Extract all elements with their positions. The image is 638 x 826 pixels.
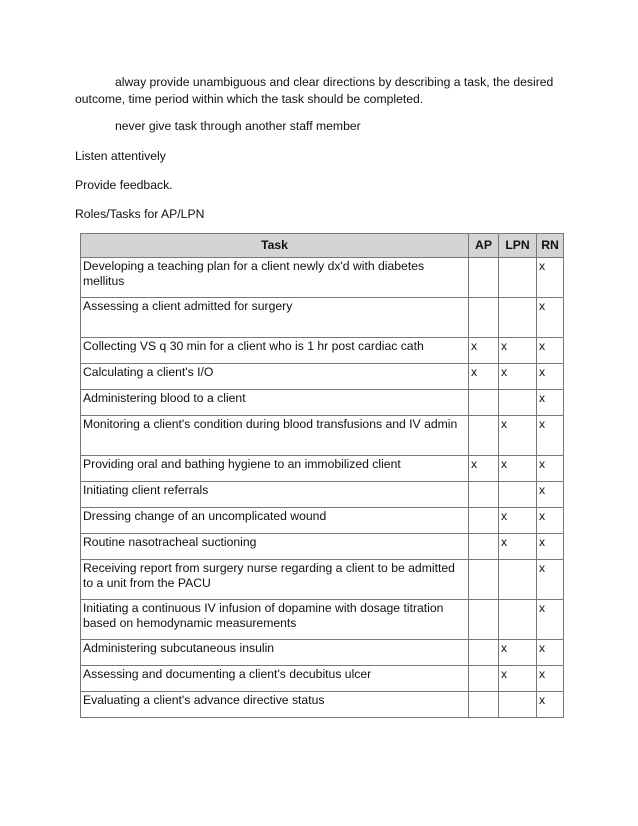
rn-cell: x xyxy=(537,640,564,666)
rn-cell: x xyxy=(537,482,564,508)
rn-cell: x xyxy=(537,534,564,560)
ap-cell xyxy=(469,534,499,560)
rn-cell: x xyxy=(537,600,564,640)
table-row xyxy=(81,298,564,338)
lpn-cell xyxy=(499,560,537,600)
rn-cell: x xyxy=(537,258,564,298)
table-header-row xyxy=(81,234,564,258)
listen-paragraph: Listen attentively xyxy=(75,149,166,163)
table-row xyxy=(81,456,564,482)
ap-cell xyxy=(469,482,499,508)
feedback-paragraph: Provide feedback. xyxy=(75,178,173,192)
ap-cell xyxy=(469,416,499,456)
lpn-cell: x xyxy=(499,364,537,390)
never-paragraph: never give task through another staff member xyxy=(115,119,361,133)
rn-cell: x xyxy=(537,508,564,534)
table-row xyxy=(81,640,564,666)
task-cell: Initiating client referrals xyxy=(81,482,469,508)
rn-cell: x xyxy=(537,364,564,390)
task-cell: Developing a teaching plan for a client newly dx'd with diabetes mellitus xyxy=(81,258,469,298)
task-cell: Assessing a client admitted for surgery xyxy=(81,298,469,338)
table-row xyxy=(81,560,564,600)
table-row xyxy=(81,600,564,640)
task-cell: Routine nasotracheal suctioning xyxy=(81,534,469,560)
rn-cell: x xyxy=(537,692,564,718)
header-task: Task xyxy=(81,234,469,258)
task-cell: Administering subcutaneous insulin xyxy=(81,640,469,666)
header-lpn: LPN xyxy=(499,234,537,258)
task-cell: Receiving report from surgery nurse regarding a client to be admitted to a unit from the PACU xyxy=(81,560,469,600)
lpn-cell: x xyxy=(499,666,537,692)
ap-cell xyxy=(469,508,499,534)
lpn-cell xyxy=(499,258,537,298)
task-cell: Initiating a continuous IV infusion of dopamine with dosage titration based on hemodynamic measurements xyxy=(81,600,469,640)
lpn-cell xyxy=(499,692,537,718)
ap-cell: x xyxy=(469,364,499,390)
lpn-cell xyxy=(499,298,537,338)
roles-tasks-table xyxy=(80,233,564,718)
table-row xyxy=(81,534,564,560)
rn-cell: x xyxy=(537,390,564,416)
task-cell: Calculating a client's I/O xyxy=(81,364,469,390)
task-cell: Evaluating a client's advance directive status xyxy=(81,692,469,718)
header-rn: RN xyxy=(537,234,564,258)
lpn-cell: x xyxy=(499,416,537,456)
table-row xyxy=(81,338,564,364)
lpn-cell: x xyxy=(499,508,537,534)
table-row xyxy=(81,416,564,456)
ap-cell xyxy=(469,692,499,718)
lpn-cell: x xyxy=(499,534,537,560)
task-cell: Dressing change of an uncomplicated wound xyxy=(81,508,469,534)
task-cell: Administering blood to a client xyxy=(81,390,469,416)
rn-cell: x xyxy=(537,338,564,364)
ap-cell: x xyxy=(469,338,499,364)
lpn-cell xyxy=(499,390,537,416)
table-row xyxy=(81,482,564,508)
ap-cell xyxy=(469,390,499,416)
rn-cell: x xyxy=(537,456,564,482)
ap-cell xyxy=(469,600,499,640)
table-row xyxy=(81,692,564,718)
table-row xyxy=(81,364,564,390)
table-row xyxy=(81,390,564,416)
rn-cell: x xyxy=(537,298,564,338)
lpn-cell xyxy=(499,600,537,640)
table-row xyxy=(81,258,564,298)
rn-cell: x xyxy=(537,560,564,600)
task-cell: Assessing and documenting a client's decubitus ulcer xyxy=(81,666,469,692)
ap-cell xyxy=(469,666,499,692)
lpn-cell: x xyxy=(499,456,537,482)
header-ap: AP xyxy=(469,234,499,258)
lpn-cell: x xyxy=(499,640,537,666)
task-cell: Providing oral and bathing hygiene to an immobilized client xyxy=(81,456,469,482)
rn-cell: x xyxy=(537,666,564,692)
task-cell: Collecting VS q 30 min for a client who is 1 hr post cardiac cath xyxy=(81,338,469,364)
ap-cell xyxy=(469,640,499,666)
directions-paragraph: alway provide unambiguous and clear directions by describing a task, the desired outcome, time period within which the task should be completed. xyxy=(75,75,554,106)
ap-cell: x xyxy=(469,456,499,482)
ap-cell xyxy=(469,258,499,298)
task-cell: Monitoring a client's condition during blood transfusions and IV admin xyxy=(81,416,469,456)
table-row xyxy=(81,508,564,534)
ap-cell xyxy=(469,560,499,600)
ap-cell xyxy=(469,298,499,338)
lpn-cell xyxy=(499,482,537,508)
roles-heading: Roles/Tasks for AP/LPN xyxy=(75,207,205,221)
rn-cell: x xyxy=(537,416,564,456)
lpn-cell: x xyxy=(499,338,537,364)
table-row xyxy=(81,666,564,692)
